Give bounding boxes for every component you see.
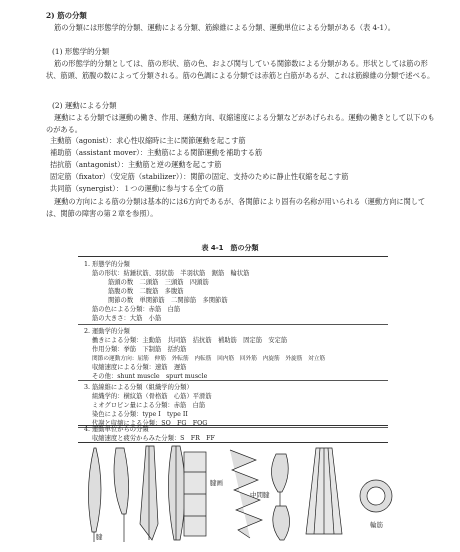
table-section-4 xyxy=(78,424,388,443)
classification-table xyxy=(78,256,388,426)
subsection-1-heading: (1) 形態学的分類 xyxy=(52,47,110,56)
list-item-assistant: 補助筋（assistant mover）：主動筋による関節運動を補助する筋 xyxy=(50,148,263,157)
table-line: 代謝と収縮による分類：SO FG FOG xyxy=(92,420,208,427)
table-line: ミオグロビン量による分類：赤筋 白筋 xyxy=(92,402,206,409)
list-item-synergist: 共同筋（synergist）：１つの運動に参与する全ての筋 xyxy=(50,184,224,193)
table-line: 組織学的：横紋筋（骨格筋 心筋）平滑筋 xyxy=(92,393,212,400)
table-line: 筋頭の数 二頭筋 三頭筋 四頭筋 xyxy=(108,279,209,286)
table-line: 染色による分類：type I type II xyxy=(92,411,188,418)
list-item-agonist: 主動筋（agonist）：求心性収縮時に主に関節運動を起こす筋 xyxy=(50,136,246,145)
table-line: 1. 形態学的分類 xyxy=(84,261,130,268)
table-line: 筋腹の数 二腹筋 多腹筋 xyxy=(108,288,184,295)
list-item-fixator: 固定筋（fixator）（安定筋（stabilizer））：関節の固定、支持のために静止性収縮を起こす筋 xyxy=(50,172,349,181)
table-line: 作用分類：挙筋 下制筋 括約筋 xyxy=(92,346,187,353)
table-section-1 xyxy=(78,257,388,325)
subsection-2-heading: (2) 運動による分類 xyxy=(52,101,117,110)
table-line: 関節の運動方向：屈筋 伸筋 外転筋 内転筋 回内筋 回外筋 内旋筋 外旋筋 対立筋 xyxy=(92,356,326,362)
label-tendinous-intersection: 腱画 xyxy=(210,479,223,487)
intro-paragraph: 筋の分類には形態学的分類、運動による分類、筋線維による分類、運動単位による分類がある（表 4-1）。 xyxy=(54,23,395,32)
muscle-shapes-illustration xyxy=(80,444,400,544)
table-caption: 表 4-1 筋の分類 xyxy=(201,244,259,252)
table-section-3 xyxy=(78,380,388,428)
table-line: 3. 筋線維による分類（組織学的分類） xyxy=(84,384,193,391)
section-title: 2) 筋の分類 xyxy=(46,11,87,20)
table-line: 関節の数 単関節筋 二関節筋 多関節筋 xyxy=(108,297,228,304)
label-circular-muscle: 輪筋 xyxy=(370,521,383,529)
table-line: 筋の大きさ：大筋 小筋 xyxy=(92,315,162,322)
table-line: 2. 運動学的分類 xyxy=(84,328,130,335)
table-line: 収縮速度と疲労からみた分類：S FR FF xyxy=(92,435,215,442)
muscle-shapes-figure xyxy=(80,444,400,544)
table-line: 筋の形状：紡錘状筋、羽状筋 半羽状筋 鋸筋 輪状筋 xyxy=(92,270,250,277)
list-item-antagonist: 拮抗筋（antagonist）：主動筋と逆の運動を起こす筋 xyxy=(50,160,222,169)
subsection-2-text: 運動による分類では運動の働き、作用、運動方向、収縮速度による分類などがあげられる。運動の働きとして以下のものがある。 xyxy=(46,113,435,134)
table-line: 収縮速度による分類：速筋 遅筋 xyxy=(92,364,187,371)
table-line: 筋の色による分類：赤筋 白筋 xyxy=(92,306,181,313)
table-section-2 xyxy=(78,324,388,381)
closing-paragraph: 運動の方向による筋の分類は基本的には6方向であるが、各関節により固有の名称が用いられる（運動方向に関しては、関節の障害の第２章を参照）。 xyxy=(46,197,426,218)
table-line: 働きによる分類：主動筋 共同筋 拮抗筋 補助筋 固定筋 安定筋 xyxy=(92,337,288,344)
label-tendon: 腱 xyxy=(96,533,103,541)
table-line: その他：shunt muscle spurt muscle xyxy=(92,373,208,380)
table-line: 4. 運動単位からの分類 xyxy=(84,426,149,433)
label-intermediate-tendon: 中間腱 xyxy=(250,491,270,499)
subsection-1-text: 筋の形態学的分類としては、筋の形状、筋の色、および関与している関節数による分類がある。形状としては筋の形状、筋頭、筋腹の数によって分類される。筋の色調による分類では赤筋と白筋があるが、これは筋線維の分類で述べる。 xyxy=(46,59,435,80)
